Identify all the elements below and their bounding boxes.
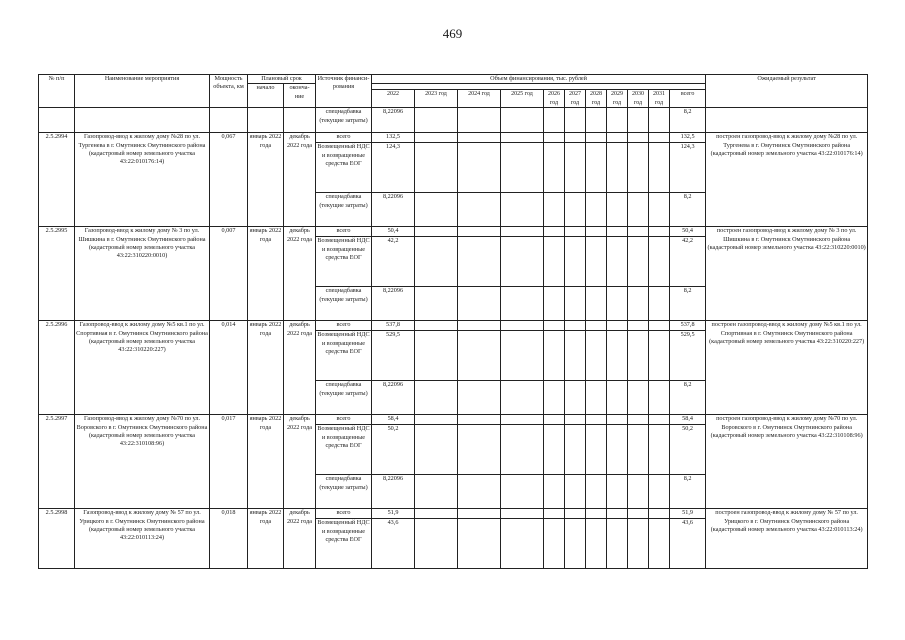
item-name: Газопровод-ввод к жилому дому №28 по ул. Тургенева в г. Омутнинск Омутнинского района (кадастровый номер земельного участка 43:22:010176:14) — [75, 133, 210, 227]
table-row — [39, 509, 868, 519]
item-end: декабрь 2022 года — [284, 415, 316, 509]
value-total: 50,2 — [670, 425, 706, 475]
item-capacity: 0,067 — [210, 133, 248, 227]
col-header-year: 2025 год — [501, 90, 544, 108]
value-total: 42,2 — [670, 237, 706, 287]
item-capacity: 0,017 — [210, 415, 248, 509]
value-total: 8,2 — [670, 287, 706, 321]
item-number: 2.5.2998 — [39, 509, 75, 569]
item-end: декабрь 2022 года — [284, 509, 316, 569]
item-number: 2.5.2995 — [39, 227, 75, 321]
value-total: 58,4 — [670, 415, 706, 425]
source-cell: спецнадбавка (текущие затраты) — [316, 287, 372, 321]
col-header-plan-term: Плановый срок — [248, 75, 316, 84]
item-name: Газопровод-ввод к жилому дому № 57 по ул. Урицкого в г. Омутнинск Омутнинского района (кадастровый номер земельного участка 43:22:010113:24) — [75, 509, 210, 569]
source-cell: спецнадбавка (текущие затраты) — [316, 381, 372, 415]
item-start: январь 2022 года — [248, 133, 284, 227]
source-cell: всего — [316, 133, 372, 143]
source-cell: Возмещенный НДС и возвращенные средства ЕОГ — [316, 143, 372, 193]
value-total: 8,2 — [670, 193, 706, 227]
source-cell: Возмещенный НДС и возвращенные средства ЕОГ — [316, 331, 372, 381]
table-row — [39, 108, 868, 133]
col-header-start: начало — [248, 84, 284, 108]
value-2022: 58,4 — [372, 415, 415, 425]
value-total: 8,2 — [670, 475, 706, 509]
value-2022: 51,9 — [372, 509, 415, 519]
value-2022: 8,22096 — [372, 287, 415, 321]
item-start: январь 2022 года — [248, 509, 284, 569]
item-number: 2.5.2996 — [39, 321, 75, 415]
financing-table — [38, 74, 868, 569]
value-2022: 50,2 — [372, 425, 415, 475]
col-header-total: всего — [670, 90, 706, 108]
item-capacity: 0,007 — [210, 227, 248, 321]
value-total: 537,8 — [670, 321, 706, 331]
col-header-end: оконча-ние — [284, 84, 316, 108]
col-header-num: № п/п — [39, 75, 75, 108]
item-name: Газопровод-ввод к жилому дому №70 по ул. Воровского в г. Омутнинск Омутнинского района (кадастровый номер земельного участка 43:22:310108:96) — [75, 415, 210, 509]
value-2022: 42,2 — [372, 237, 415, 287]
value-2022: 132,5 — [372, 133, 415, 143]
item-number: 2.5.2997 — [39, 415, 75, 509]
value-total: 51,9 — [670, 509, 706, 519]
item-result: построен газопровод-ввод к жилому дому №70 по ул. Воровского в г. Омутнинск Омутнинского района (кадастровый номер земельного участка 43:22:310108:96) — [706, 415, 868, 509]
col-header-source: Источник финанси-рования — [316, 75, 372, 108]
item-result: построен газопровод-ввод к жилому дому №28 по ул. Тургенева в г. Омутнинск Омутнинского района (кадастровый номер земельного участка 43:22:010176:14) — [706, 133, 868, 227]
source-cell: Возмещенный НДС и возвращенные средства ЕОГ — [316, 519, 372, 569]
item-end: декабрь 2022 года — [284, 227, 316, 321]
source-cell: спецнадбавка (текущие затраты) — [316, 475, 372, 509]
value-total: 8,2 — [670, 381, 706, 415]
value-total: 8,2 — [670, 108, 706, 133]
item-capacity: 0,018 — [210, 509, 248, 569]
source-cell: Возмещенный НДС и возвращенные средства ЕОГ — [316, 425, 372, 475]
col-header-year: 2031 год — [649, 90, 670, 108]
col-header-year: 2030 год — [628, 90, 649, 108]
value-2022: 537,8 — [372, 321, 415, 331]
value-total: 132,5 — [670, 133, 706, 143]
value-2022: 43,6 — [372, 519, 415, 569]
value-2022: 124,3 — [372, 143, 415, 193]
col-header-result: Ожидаемый результат — [706, 75, 868, 108]
item-result: построен газопровод-ввод к жилому дому № 57 по ул. Урицкого в г. Омутнинск Омутнинского района (кадастровый номер земельного участка 43:22:010113:24) — [706, 509, 868, 569]
value-total: 43,6 — [670, 519, 706, 569]
item-start: январь 2022 года — [248, 415, 284, 509]
item-result: построен газопровод-ввод к жилому дому № 3 по ул. Шишкина в г. Омутнинск Омутнинского района (кадастровый номер земельного участка 43:22:310220:0010) — [706, 227, 868, 321]
value-total: 50,4 — [670, 227, 706, 237]
value-2022: 8,22096 — [372, 475, 415, 509]
table-row — [39, 415, 868, 425]
item-name: Газопровод-ввод к жилому дому № 3 по ул. Шишкина в г. Омутнинск Омутнинского района (кадастровый номер земельного участка 43:22:310220:0010) — [75, 227, 210, 321]
col-header-capacity: Мощность объекта, км — [210, 75, 248, 108]
item-start: январь 2022 года — [248, 321, 284, 415]
value-2022: 8,22096 — [372, 193, 415, 227]
value-2022: 50,4 — [372, 227, 415, 237]
table-row — [39, 133, 868, 143]
value-2022: 529,5 — [372, 331, 415, 381]
source-cell: Возмещенный НДС и возвращенные средства ЕОГ — [316, 237, 372, 287]
col-header-year: 2028 год — [586, 90, 607, 108]
col-header-year: 2024 год — [458, 90, 501, 108]
source-cell: спецнадбавка (текущие затраты) — [316, 108, 372, 133]
col-header-year: 2023 год — [415, 90, 458, 108]
value-total: 124,3 — [670, 143, 706, 193]
col-header-year: 2026 год — [544, 90, 565, 108]
source-cell: всего — [316, 509, 372, 519]
item-capacity: 0,014 — [210, 321, 248, 415]
item-end: декабрь 2022 года — [284, 133, 316, 227]
item-start: январь 2022 года — [248, 227, 284, 321]
col-header-name: Наименование мероприятия — [75, 75, 210, 108]
value-total: 529,5 — [670, 331, 706, 381]
table-row — [39, 227, 868, 237]
col-header-year: 2027 год — [565, 90, 586, 108]
col-header-funding: Объем финансирования, тыс. рублей — [372, 75, 706, 84]
col-header-year: 2022 — [372, 90, 415, 108]
table-row — [39, 321, 868, 331]
source-cell: всего — [316, 415, 372, 425]
source-cell: всего — [316, 227, 372, 237]
col-header-year: 2029 год — [607, 90, 628, 108]
item-result: построен газопровод-ввод к жилому дому №5 кв.1 по ул. Спортивная в г. Омутнинск Омутнинского района (кадастровый номер земельного участка 43:22:310220:227) — [706, 321, 868, 415]
page-number: 469 — [442, 26, 463, 41]
value-2022: 8,22096 — [372, 381, 415, 415]
source-cell: всего — [316, 321, 372, 331]
item-name: Газопровод-ввод к жилому дому №5 кв.1 по ул. Спортивная в г. Омутнинск Омутнинского района (кадастровый номер земельного участка 43:22:310220:227) — [75, 321, 210, 415]
item-end: декабрь 2022 года — [284, 321, 316, 415]
value-2022: 8,22096 — [372, 108, 415, 133]
source-cell: спецнадбавка (текущие затраты) — [316, 193, 372, 227]
item-number: 2.5.2994 — [39, 133, 75, 227]
